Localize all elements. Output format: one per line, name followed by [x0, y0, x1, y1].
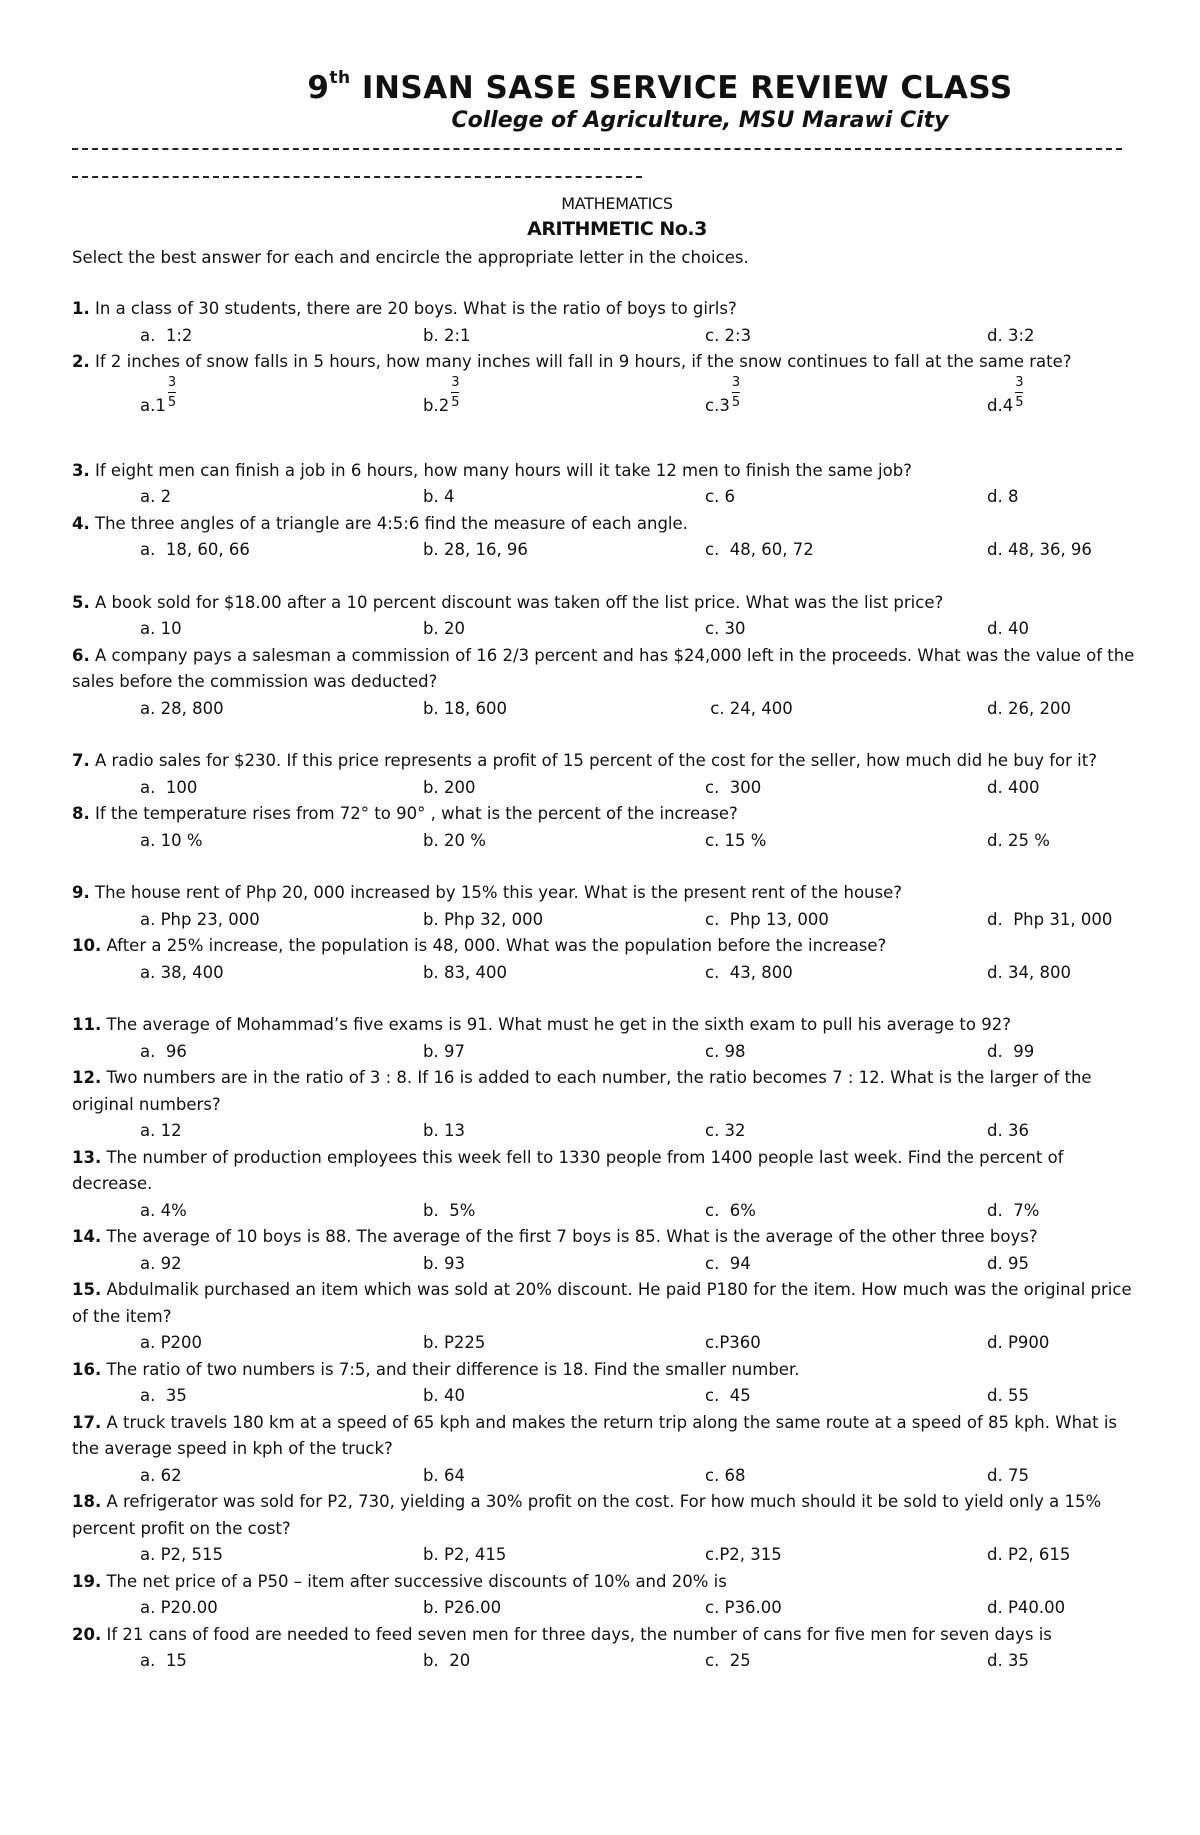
question-item: [72, 1357, 1137, 1410]
question-body: The number of production employees this week fell to 1330 people from 1400 people last week. Find the percent of decrease.: [72, 1147, 1064, 1193]
question-number: 9.: [72, 883, 90, 902]
spacer: [72, 564, 1137, 590]
question-text: [72, 1489, 1137, 1542]
answer-choice[interactable]: c. 24, 400: [705, 698, 793, 718]
answer-choice[interactable]: a. P20.00: [140, 1598, 218, 1617]
question-text: [72, 1569, 1137, 1596]
answer-choice[interactable]: b. 20 %: [423, 830, 486, 850]
fraction-bar: [1015, 392, 1023, 393]
question-number: 4.: [72, 513, 90, 533]
answer-choice[interactable]: d. 35: [987, 1651, 1029, 1670]
answer-choice[interactable]: b. P225: [423, 1333, 486, 1352]
answer-choice[interactable]: a. 62: [140, 1465, 182, 1485]
answer-choice[interactable]: a. 92: [140, 1253, 182, 1273]
answer-choice[interactable]: b. Php 32, 000: [423, 909, 544, 929]
fraction-denominator: 5: [1015, 394, 1024, 410]
question-text: [72, 1012, 1137, 1039]
answer-choices: [72, 775, 1137, 802]
header-title-text: INSAN SASE SERVICE REVIEW CLASS: [361, 70, 1013, 106]
question-body: If 2 inches of snow falls in 5 hours, how many inches will fall in 9 hours, if the snow continues to fall at the same rate?: [89, 352, 1072, 371]
answer-choice[interactable]: a. 96: [140, 1041, 187, 1061]
subject-label: MATHEMATICS: [561, 194, 673, 213]
answer-choice[interactable]: c. 45: [705, 1386, 751, 1405]
header-subtitle: College of Agriculture, MSU Marawi City: [451, 108, 949, 133]
answer-choice[interactable]: d. Php 31, 000: [987, 909, 1113, 929]
question-number: 20.: [72, 1624, 102, 1644]
question-body: If 21 cans of food are needed to feed seven men for three days, the number of cans for five men for seven days is: [101, 1624, 1052, 1644]
answer-choice[interactable]: c. 68: [705, 1465, 746, 1485]
question-number: 16.: [72, 1359, 102, 1379]
spacer: [72, 722, 1137, 748]
question-number: 6.: [72, 645, 90, 665]
question-body: The average of Mohammad’s five exams is 91. What must he get in the sixth exam to pull his average to 92?: [101, 1015, 1011, 1034]
answer-choice[interactable]: a. 100: [140, 777, 198, 797]
answer-choices: [72, 1330, 1137, 1357]
question-body: Two numbers are in the ratio of 3 : 8. If 16 is added to each number, the ratio becomes 7 : 12. What is the larger of the original numbers?: [72, 1068, 1092, 1114]
question-item: [72, 1012, 1137, 1065]
question-text: [72, 1224, 1137, 1251]
answer-choice[interactable]: b. 2:1: [423, 325, 471, 345]
question-body: If eight men can finish a job in 6 hours, how many hours will it take 12 men to finish the same job?: [89, 460, 912, 480]
question-text: [72, 511, 1137, 538]
answer-choice[interactable]: b. 93: [423, 1253, 465, 1273]
fraction-numerator: 3: [167, 374, 177, 390]
answer-choice[interactable]: a. P2, 515: [140, 1545, 224, 1564]
question-body: The house rent of Php 20, 000 increased by 15% this year. What is the present rent of the house?: [89, 883, 903, 902]
question-number: 14.: [72, 1227, 102, 1246]
question-number: 11.: [72, 1015, 102, 1034]
answer-choice[interactable]: a. 28, 800: [140, 698, 224, 718]
answer-choice[interactable]: b. 20: [423, 619, 465, 638]
answer-choice[interactable]: c. Php 13, 000: [705, 909, 829, 929]
question-item: [72, 1277, 1137, 1357]
answer-choice[interactable]: b. 83, 400: [423, 962, 507, 982]
question-number: 3.: [72, 460, 90, 480]
fraction-numerator: 3: [451, 374, 460, 390]
answer-choice[interactable]: d. 36: [987, 1121, 1029, 1140]
question-body: The average of 10 boys is 88. The average of the first 7 boys is 85. What is the average of the other three boys?: [101, 1227, 1038, 1246]
dashed-divider: [72, 148, 1122, 150]
answer-choice[interactable]: d. 55: [987, 1386, 1029, 1405]
answer-choices: [72, 1039, 1137, 1066]
header-ordinal: 9: [307, 70, 330, 106]
answer-choice[interactable]: a. 38, 400: [140, 962, 224, 982]
answer-choices: [72, 1198, 1137, 1225]
answer-choice[interactable]: a. 4%: [140, 1200, 187, 1220]
answer-choices: [72, 1463, 1137, 1490]
answer-choices: [72, 537, 1137, 564]
answer-choices: [72, 484, 1137, 511]
answer-choice[interactable]: d. 48, 36, 96: [987, 540, 1092, 559]
choice-prefix: d.: [987, 395, 1003, 415]
question-body: In a class of 30 students, there are 20 boys. What is the ratio of boys to girls?: [89, 299, 737, 318]
answer-choices: [72, 907, 1137, 934]
instructions: Select the best answer for each and encircle the appropriate letter in the choices.: [72, 248, 749, 267]
answer-choice[interactable]: [72, 376, 423, 432]
question-text: [72, 296, 1137, 323]
question-body: A radio sales for $230. If this price represents a profit of 15 percent of the cost for the seller, how much did he buy for it?: [89, 751, 1097, 770]
answer-choice[interactable]: c. 15 %: [705, 830, 767, 850]
answer-choice[interactable]: d. 3:2: [987, 325, 1035, 345]
answer-choice[interactable]: c. 6%: [705, 1200, 756, 1220]
header-ordinal-suffix: th: [329, 67, 351, 88]
mixed-number-whole: 4: [1002, 395, 1014, 415]
question-number: 15.: [72, 1280, 102, 1299]
answer-choice[interactable]: b. 97: [423, 1041, 465, 1061]
answer-choice[interactable]: d. 400: [987, 777, 1040, 797]
question-number: 5.: [72, 592, 90, 612]
question-text: [72, 1357, 1137, 1384]
answer-choice[interactable]: a. P200: [140, 1333, 203, 1352]
question-body: The ratio of two numbers is 7:5, and their difference is 18. Find the smaller number.: [101, 1359, 800, 1379]
question-item: [72, 296, 1137, 349]
answer-choice[interactable]: a. 18, 60, 66: [140, 540, 250, 559]
answer-choice[interactable]: [705, 376, 987, 432]
answer-choices: [72, 1648, 1137, 1675]
answer-choice[interactable]: c. 43, 800: [705, 962, 793, 982]
answer-choice[interactable]: d. 25 %: [987, 830, 1050, 850]
question-body: If the temperature rises from 72° to 90° , what is the percent of the increase?: [89, 804, 738, 823]
answer-choice[interactable]: a. 12: [140, 1121, 182, 1140]
question-item: [72, 349, 1137, 458]
answer-choice[interactable]: [423, 376, 705, 432]
question-body: The net price of a P50 – item after successive discounts of 10% and 20% is: [101, 1571, 727, 1591]
question-text: [72, 1065, 1137, 1118]
question-number: 2.: [72, 352, 90, 371]
question-number: 13.: [72, 1147, 102, 1167]
answer-choice[interactable]: c. 300: [705, 777, 762, 797]
answer-choice[interactable]: c. 48, 60, 72: [705, 540, 814, 559]
question-text: [72, 880, 1137, 907]
spacer: [72, 854, 1137, 880]
answer-choice[interactable]: a. Php 23, 000: [140, 909, 260, 929]
answer-choice[interactable]: d. 99: [987, 1041, 1035, 1061]
answer-choice[interactable]: a. 10 %: [140, 830, 203, 850]
question-number: 17.: [72, 1412, 102, 1432]
answer-choice[interactable]: b. 64: [423, 1465, 465, 1485]
answer-choices: [72, 376, 1137, 432]
question-number: 12.: [72, 1068, 102, 1087]
question-text: [72, 1410, 1137, 1463]
question-item: [72, 801, 1137, 880]
question-number: 10.: [72, 936, 102, 955]
answer-choice[interactable]: c. 25: [705, 1651, 751, 1670]
question-text: [72, 748, 1137, 775]
answer-choice[interactable]: b. 13: [423, 1121, 465, 1140]
answer-choice[interactable]: a. 35: [140, 1386, 187, 1405]
mixed-number-whole: 2: [438, 395, 450, 415]
fraction: [730, 376, 744, 416]
answer-choice[interactable]: c. P36.00: [705, 1598, 782, 1617]
answer-choice[interactable]: a. 2: [140, 487, 172, 506]
question-text: [72, 643, 1137, 696]
question-item: [72, 933, 1137, 1012]
question-body: A company pays a salesman a commission of 16 2/3 percent and has $24,000 left in the proceeds. What was the value of the sales before the commission was deducted?: [72, 645, 1135, 691]
question-item: [72, 1065, 1137, 1145]
question-item: [72, 590, 1137, 643]
question-body: Abdulmalik purchased an item which was sold at 20% discount. He paid P180 for the item. How much was the original price of the item?: [72, 1280, 1132, 1326]
question-body: A truck travels 180 km at a speed of 65 kph and makes the return trip along the same route at a speed of 85 kph. What is the average speed in kph of the truck?: [72, 1412, 1118, 1458]
question-text: [72, 590, 1137, 617]
fraction-numerator: 3: [731, 374, 741, 390]
answer-choice[interactable]: d. 34, 800: [987, 962, 1071, 982]
question-item: [72, 1569, 1137, 1622]
question-item: [72, 1145, 1137, 1225]
answer-choice[interactable]: b. 20: [423, 1651, 471, 1670]
question-item: [72, 1622, 1137, 1675]
fraction-denominator: 5: [451, 394, 460, 410]
question-number: 1.: [72, 299, 90, 318]
question-item: [72, 458, 1137, 511]
answer-choice[interactable]: a. 10: [140, 619, 182, 638]
question-item: [72, 880, 1137, 933]
question-text: [72, 1145, 1137, 1198]
question-text: [72, 1622, 1137, 1649]
answer-choice[interactable]: b. 5%: [423, 1200, 476, 1220]
answer-choice[interactable]: a. 1:2: [140, 325, 193, 345]
fraction-bar: [168, 392, 176, 393]
question-item: [72, 748, 1137, 801]
answer-choice[interactable]: b. 200: [423, 777, 476, 797]
answer-choice[interactable]: b. 4: [423, 487, 455, 506]
answer-choice[interactable]: d. 8: [987, 487, 1019, 506]
answer-choice[interactable]: c. 2:3: [705, 325, 752, 345]
choice-prefix: c.: [705, 395, 720, 415]
question-text: [72, 801, 1137, 828]
answer-choices: [72, 828, 1137, 855]
choice-prefix: a.: [140, 395, 156, 415]
question-list: [72, 296, 1137, 1675]
answer-choice[interactable]: d. 7%: [987, 1200, 1040, 1220]
answer-choice[interactable]: c. 32: [705, 1121, 746, 1140]
mixed-number-whole: 1: [155, 395, 166, 415]
answer-choice[interactable]: b. 18, 600: [423, 698, 507, 718]
fraction-denominator: 5: [167, 394, 177, 410]
dashed-divider: [72, 176, 642, 178]
answer-choice[interactable]: d. P40.00: [987, 1598, 1066, 1617]
answer-choices: [72, 616, 1137, 643]
question-item: [72, 1489, 1137, 1569]
question-item: [72, 1224, 1137, 1277]
question-text: [72, 349, 1137, 376]
choice-prefix: b.: [423, 395, 439, 415]
answer-choice[interactable]: d. P900: [987, 1333, 1050, 1352]
answer-choice[interactable]: d. 26, 200: [987, 698, 1071, 718]
spacer: [72, 986, 1137, 1012]
answer-choice[interactable]: c. 98: [705, 1041, 746, 1061]
answer-choice[interactable]: b. 40: [423, 1386, 465, 1405]
fraction: [449, 376, 463, 416]
question-item: [72, 643, 1137, 749]
test-title: ARITHMETIC No.3: [527, 218, 707, 240]
answer-choice[interactable]: d. P2, 615: [987, 1545, 1071, 1564]
answer-choice[interactable]: b. P26.00: [423, 1598, 502, 1617]
question-number: 7.: [72, 751, 90, 770]
question-text: [72, 458, 1137, 485]
answer-choice[interactable]: c.P2, 315: [705, 1545, 782, 1564]
fraction-bar: [451, 392, 459, 393]
question-number: 19.: [72, 1571, 102, 1591]
question-number: 18.: [72, 1492, 102, 1511]
answer-choices: [72, 323, 1137, 350]
question-body: A refrigerator was sold for P2, 730, yielding a 30% profit on the cost. For how much should it be sold to yield only a 15% percent profit on the cost?: [72, 1492, 1102, 1538]
answer-choices: [72, 1118, 1137, 1145]
answer-choice[interactable]: c.P360: [705, 1333, 761, 1352]
header-title: [0, 67, 1200, 106]
answer-choice[interactable]: d. 95: [987, 1253, 1029, 1273]
answer-choice[interactable]: d. 40: [987, 619, 1029, 638]
answer-choice[interactable]: [987, 376, 1137, 432]
spacer: [72, 432, 1137, 458]
answer-choices: [72, 1251, 1137, 1278]
question-text: [72, 933, 1137, 960]
fraction-denominator: 5: [731, 394, 741, 410]
fraction: [1013, 376, 1027, 416]
answer-choice[interactable]: a. 15: [140, 1651, 187, 1670]
answer-choices: [72, 1383, 1137, 1410]
question-item: [72, 1410, 1137, 1490]
fraction-numerator: 3: [1015, 374, 1024, 390]
question-text: [72, 1277, 1137, 1330]
question-item: [72, 511, 1137, 590]
answer-choices: [72, 960, 1137, 987]
answer-choice[interactable]: c. 6: [705, 487, 736, 506]
answer-choice[interactable]: b. P2, 415: [423, 1545, 507, 1564]
answer-choices: [72, 1595, 1137, 1622]
question-number: 8.: [72, 804, 90, 823]
question-body: A book sold for $18.00 after a 10 percent discount was taken off the list price. What was the list price?: [89, 592, 944, 612]
fraction-bar: [732, 392, 740, 393]
question-body: The three angles of a triangle are 4:5:6 find the measure of each angle.: [89, 513, 688, 533]
answer-choice[interactable]: c. 30: [705, 619, 746, 638]
answer-choice[interactable]: b. 28, 16, 96: [423, 540, 528, 559]
answer-choices: [72, 696, 1137, 723]
answer-choice[interactable]: d. 75: [987, 1465, 1029, 1485]
answer-choice[interactable]: c. 94: [705, 1253, 751, 1273]
fraction: [166, 376, 180, 416]
question-body: After a 25% increase, the population is 48, 000. What was the population before the increase?: [101, 936, 887, 955]
answer-choices: [72, 1542, 1137, 1569]
mixed-number-whole: 3: [719, 395, 730, 415]
